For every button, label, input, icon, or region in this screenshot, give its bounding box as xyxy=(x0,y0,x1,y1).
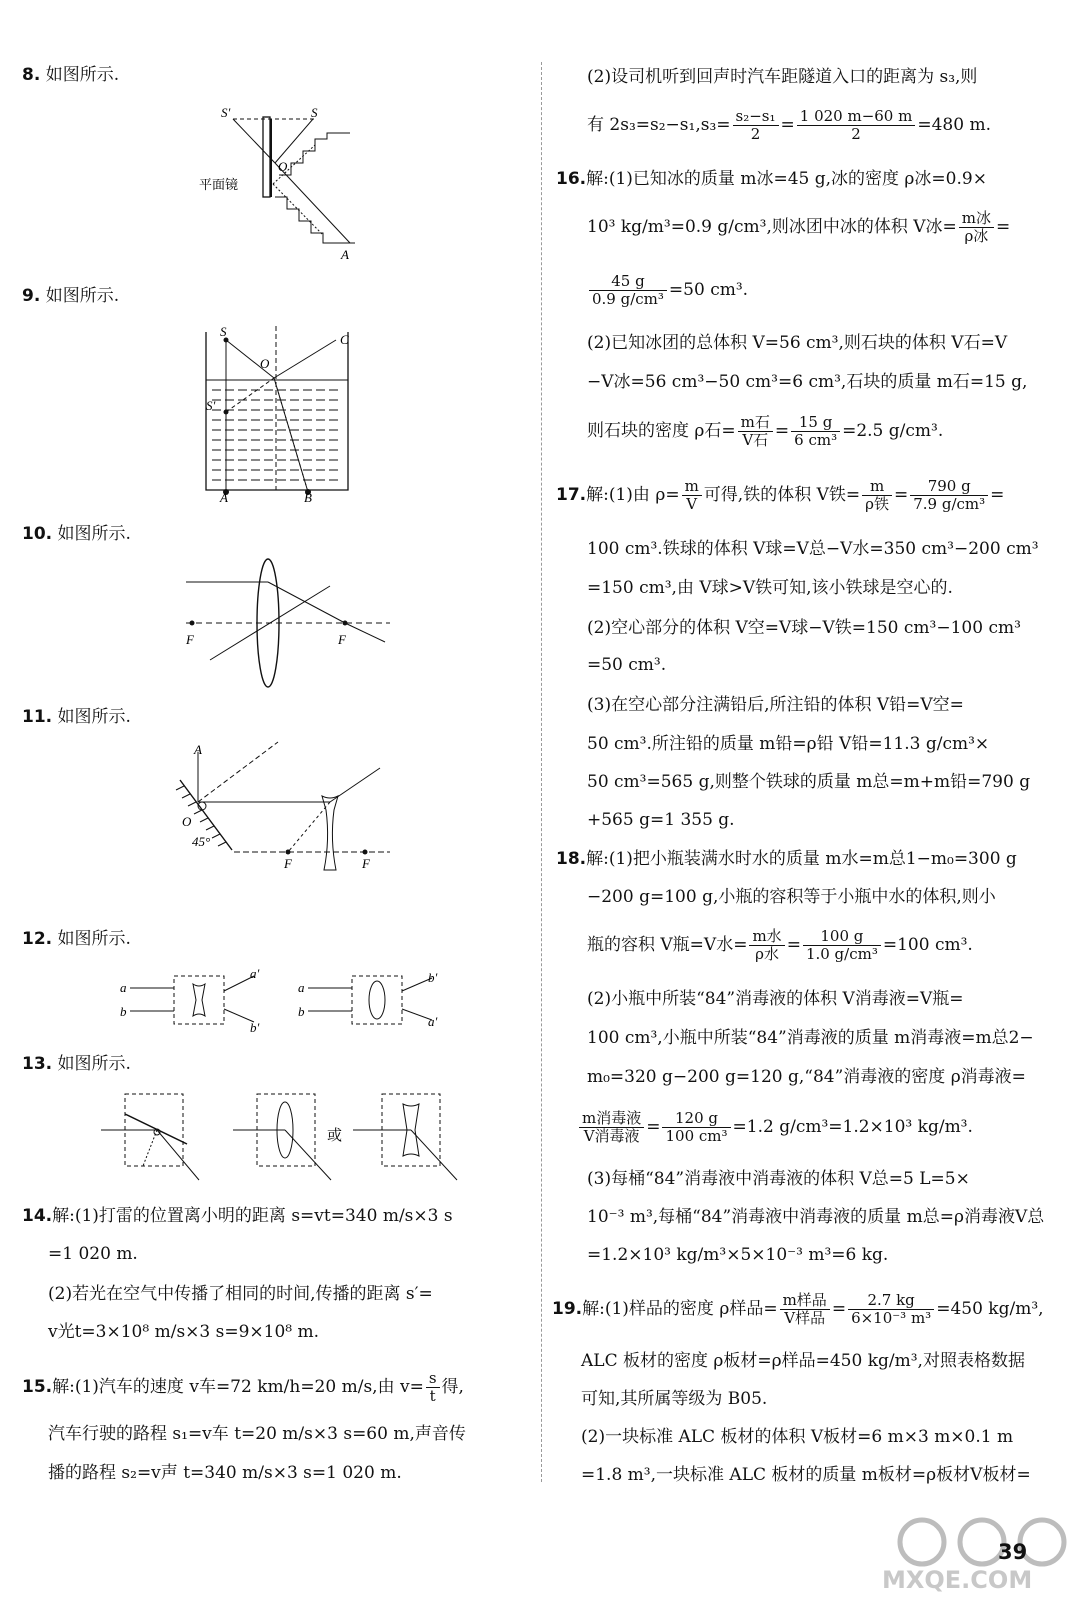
q14-line2: =1 020 m. xyxy=(48,1244,138,1264)
q19-line2: ALC 板材的密度 ρ板材=ρ样品=450 kg/m³,对照表格数据 xyxy=(581,1351,1025,1371)
q12-label-a-right: a xyxy=(298,980,305,995)
q8-heading: 8. 如图所示. xyxy=(22,65,120,85)
q16-line1: 16.解:(1)已知冰的质量 m冰=45 g,冰的密度 ρ冰=0.9× xyxy=(556,169,987,189)
q13-heading: 13. 如图所示. xyxy=(22,1054,131,1074)
q16-line6: 则石块的密度 ρ石= $\frac{\text{m石}}{\text{V石}}$ = $\frac{15 g}{\text{6 cm³}}$ =2.5 g/cm³. xyxy=(587,413,944,449)
q17-line4: (2)空心部分的体积 V空=V球−V铁=150 cm³−100 cm³ xyxy=(587,618,1021,638)
q10-heading: 10. 如图所示. xyxy=(22,524,131,544)
q18-line10: =1.2×10³ kg/m³×5×10⁻³ m³=6 kg. xyxy=(587,1245,889,1265)
q16-line2: 10³ kg/m³=0.9 g/cm³,则冰团中冰的体积 V冰= $\frac{\text{m冰}}{\text{ρ冰}}$ = xyxy=(587,209,1011,245)
column-divider xyxy=(541,62,542,1482)
q15-line2: 汽车行驶的路程 s₁=v车 t=20 m/s×3 s=60 m,声音传 xyxy=(48,1424,466,1444)
q11-label-o: O xyxy=(182,814,192,829)
q17-line2: 100 cm³.铁球的体积 V球=V总−V水=350 cm³−200 cm³ xyxy=(587,539,1039,559)
q11-label-a: A xyxy=(194,742,202,757)
q17-line8: 50 cm³=565 g,则整个铁球的质量 m总=m+m铅=790 g xyxy=(587,772,1031,792)
q9-label-b: B xyxy=(304,490,312,502)
watermark-text: MXQE.COM xyxy=(882,1566,1033,1594)
q9-label-a: A xyxy=(220,490,228,502)
q9-heading: 9. 如图所示. xyxy=(22,286,120,306)
q8-label-a: A xyxy=(341,247,349,262)
q9-figure xyxy=(198,322,358,502)
q13-figure xyxy=(95,1088,465,1188)
q15b-line1: (2)设司机听到回声时汽车距隧道入口的距离为 s₃,则 xyxy=(587,67,978,87)
q9-label-sprime: S′ xyxy=(206,398,216,413)
q19-line4: (2)一块标准 ALC 板材的体积 V板材=6 m×3 m×0.1 m xyxy=(581,1427,1014,1447)
q11-figure xyxy=(170,740,395,880)
q8-label-mirror: 平面镜 xyxy=(199,178,239,193)
q10-label-f-right: F xyxy=(338,632,346,647)
q11-heading: 11. 如图所示. xyxy=(22,707,131,727)
q17-line7: 50 cm³.所注铅的质量 m铅=ρ铅 V铅=11.3 g/cm³× xyxy=(587,734,990,754)
q18-line7: $\frac{\text{m消毒液}}{\text{V消毒液}}$ = $\frac{120 g}{\text{100 cm³}}$ =1.2 g/cm³=1.2×10³ kg/m³. xyxy=(577,1110,973,1145)
watermark-logo xyxy=(862,1512,1087,1594)
q14-line3: (2)若光在空气中传播了相同的时间,传播的距离 s′= xyxy=(48,1284,433,1304)
q11-label-f2: F xyxy=(362,856,370,871)
q15-fraction: $\frac{s}{t}$ xyxy=(426,1370,440,1405)
q12-label-b-left: b xyxy=(120,1004,127,1019)
q18-line3: 瓶的容积 V瓶=V水= $\frac{\text{m水}}{\text{ρ水}}$ = $\frac{100 g}{\text{1.0 g/cm³}}$ =100 cm³. xyxy=(587,927,973,963)
q11-label-f1: F xyxy=(284,856,292,871)
q15-line3: 播的路程 s₂=v声 t=340 m/s×3 s=1 020 m. xyxy=(48,1463,402,1483)
q15b-line2: 有 2s₃=s₂−s₁,s₃= $\frac{\text{s₂−s₁}}{2}$ = $\frac{1 020 m-60 m}{2}$ =480 m. xyxy=(587,107,991,143)
q19-line5: =1.8 m³,一块标准 ALC 板材的质量 m板材=ρ板材V板材= xyxy=(581,1465,1031,1485)
q18-line2: −200 g=100 g,小瓶的容积等于小瓶中水的体积,则小 xyxy=(587,887,996,907)
q17-line1: 17.解:(1)由 ρ= $\frac{m}{V}$ 可得,铁的体积 V铁= $\frac{m}{\text{ρ铁}}$ = $\frac{790 g}{\text{7.9 g/cm³}}$ = xyxy=(556,477,1005,513)
q15-line1: 15.解:(1)汽车的速度 v车=72 km/h=20 m/s,由 v= $\frac{s}{t}$ 得, xyxy=(22,1369,464,1405)
q18-line1: 18.解:(1)把小瓶装满水时水的质量 m水=m总1−m₀=300 g xyxy=(556,849,1017,869)
q17-line6: (3)在空心部分注满铅后,所注铅的体积 V铅=V空= xyxy=(587,695,964,715)
q9-label-o: O xyxy=(260,356,270,371)
q12-label-b-right: b xyxy=(298,1004,305,1019)
q12-figure xyxy=(116,966,466,1038)
q12-label-aprime-left: a′ xyxy=(250,966,260,981)
q12-label-a-left: a xyxy=(120,980,127,995)
q10-figure xyxy=(180,556,395,691)
q19-line1: 19.解:(1)样品的密度 ρ样品= $\frac{\text{m样品}}{\text{V样品}}$ = $\frac{2.7 kg}{\text{6×10⁻³ m³}}$ =450 kg/m³, xyxy=(552,1291,1044,1327)
q17-line5: =50 cm³. xyxy=(587,655,667,675)
q18-line8: (3)每桶“84”消毒液中消毒液的体积 V总=5 L=5× xyxy=(587,1169,970,1189)
q18-line5: 100 cm³,小瓶中所装“84”消毒液的质量 m消毒液=m总2− xyxy=(587,1028,1034,1048)
q18-line4: (2)小瓶中所装“84”消毒液的体积 V消毒液=V瓶= xyxy=(587,989,964,1009)
q16-line4: (2)已知冰团的总体积 V=56 cm³,则石块的体积 V石=V xyxy=(587,333,1008,353)
q11-label-angle: 45° xyxy=(192,834,211,849)
q8-label-o: O xyxy=(278,159,288,174)
q12-heading: 12. 如图所示. xyxy=(22,929,131,949)
q8-label-sprime: S′ xyxy=(221,105,231,120)
q12-label-bprime-left: b′ xyxy=(250,1020,260,1035)
q14-line1: 14.解:(1)打雷的位置离小明的距离 s=vt=340 m/s×3 s xyxy=(22,1206,453,1226)
q17-line3: =150 cm³,由 V球>V铁可知,该小铁球是空心的. xyxy=(587,578,953,598)
q12-label-aprime-right: a′ xyxy=(428,1014,438,1029)
q18-line9: 10⁻³ m³,每桶“84”消毒液中消毒液的质量 m总=ρ消毒液V总 xyxy=(587,1207,1045,1227)
q16-line3: $\frac{45 g}{\text{0.9 g/cm³}}$ =50 cm³. xyxy=(587,273,748,308)
q17-line9: +565 g=1 355 g. xyxy=(587,810,735,830)
q12-label-bprime-right: b′ xyxy=(428,970,438,985)
page-number: 39 xyxy=(998,1540,1028,1564)
q18-line6: m₀=320 g−200 g=120 g,“84”消毒液的密度 ρ消毒液= xyxy=(587,1067,1026,1087)
q9-label-c: C xyxy=(340,332,349,347)
q10-label-f-left: F xyxy=(186,632,194,647)
q13-or: 或 xyxy=(327,1126,343,1144)
q8-label-s: S xyxy=(311,105,318,120)
q14-line4: v光t=3×10⁸ m/s×3 s=9×10⁸ m. xyxy=(48,1322,320,1342)
q8-figure xyxy=(195,105,370,265)
q16-line5: −V冰=56 cm³−50 cm³=6 cm³,石块的质量 m石=15 g, xyxy=(587,372,1028,392)
q9-label-s: S xyxy=(220,324,227,339)
q19-line3: 可知,其所属等级为 B05. xyxy=(581,1389,768,1409)
